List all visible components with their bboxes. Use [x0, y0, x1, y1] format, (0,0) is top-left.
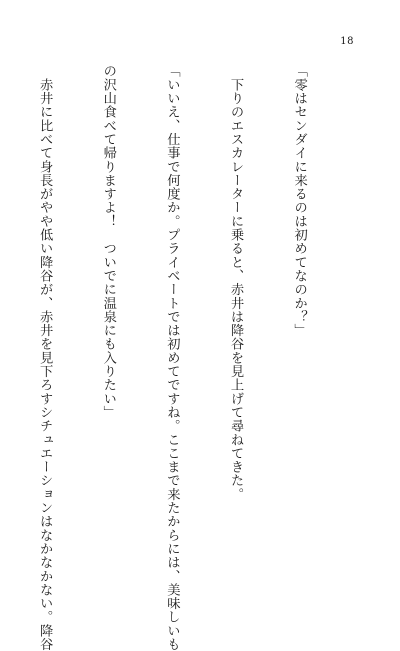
- text-line: 下りのエスカレーターに乗ると、赤井は降谷を見上げて尋ねてきた。: [227, 64, 243, 501]
- text-line: 赤井に比べて身長がやや低い降谷が、赤井を見下ろすシチュエーションはなかなかない。降谷: [37, 64, 53, 651]
- page-number: 18: [340, 36, 354, 47]
- text-line: 「零はセンダイに来るのは初めてなのか？」: [291, 64, 307, 337]
- body-text: [37, 64, 352, 651]
- text-line: 「いいえ、仕事で何度か。プライベートでは初めてですね。ここまで来たからには、美味しいも: [164, 64, 180, 651]
- text-line: の沢山食べて帰りますよ！ ついでに温泉にも入りたい」: [100, 64, 116, 419]
